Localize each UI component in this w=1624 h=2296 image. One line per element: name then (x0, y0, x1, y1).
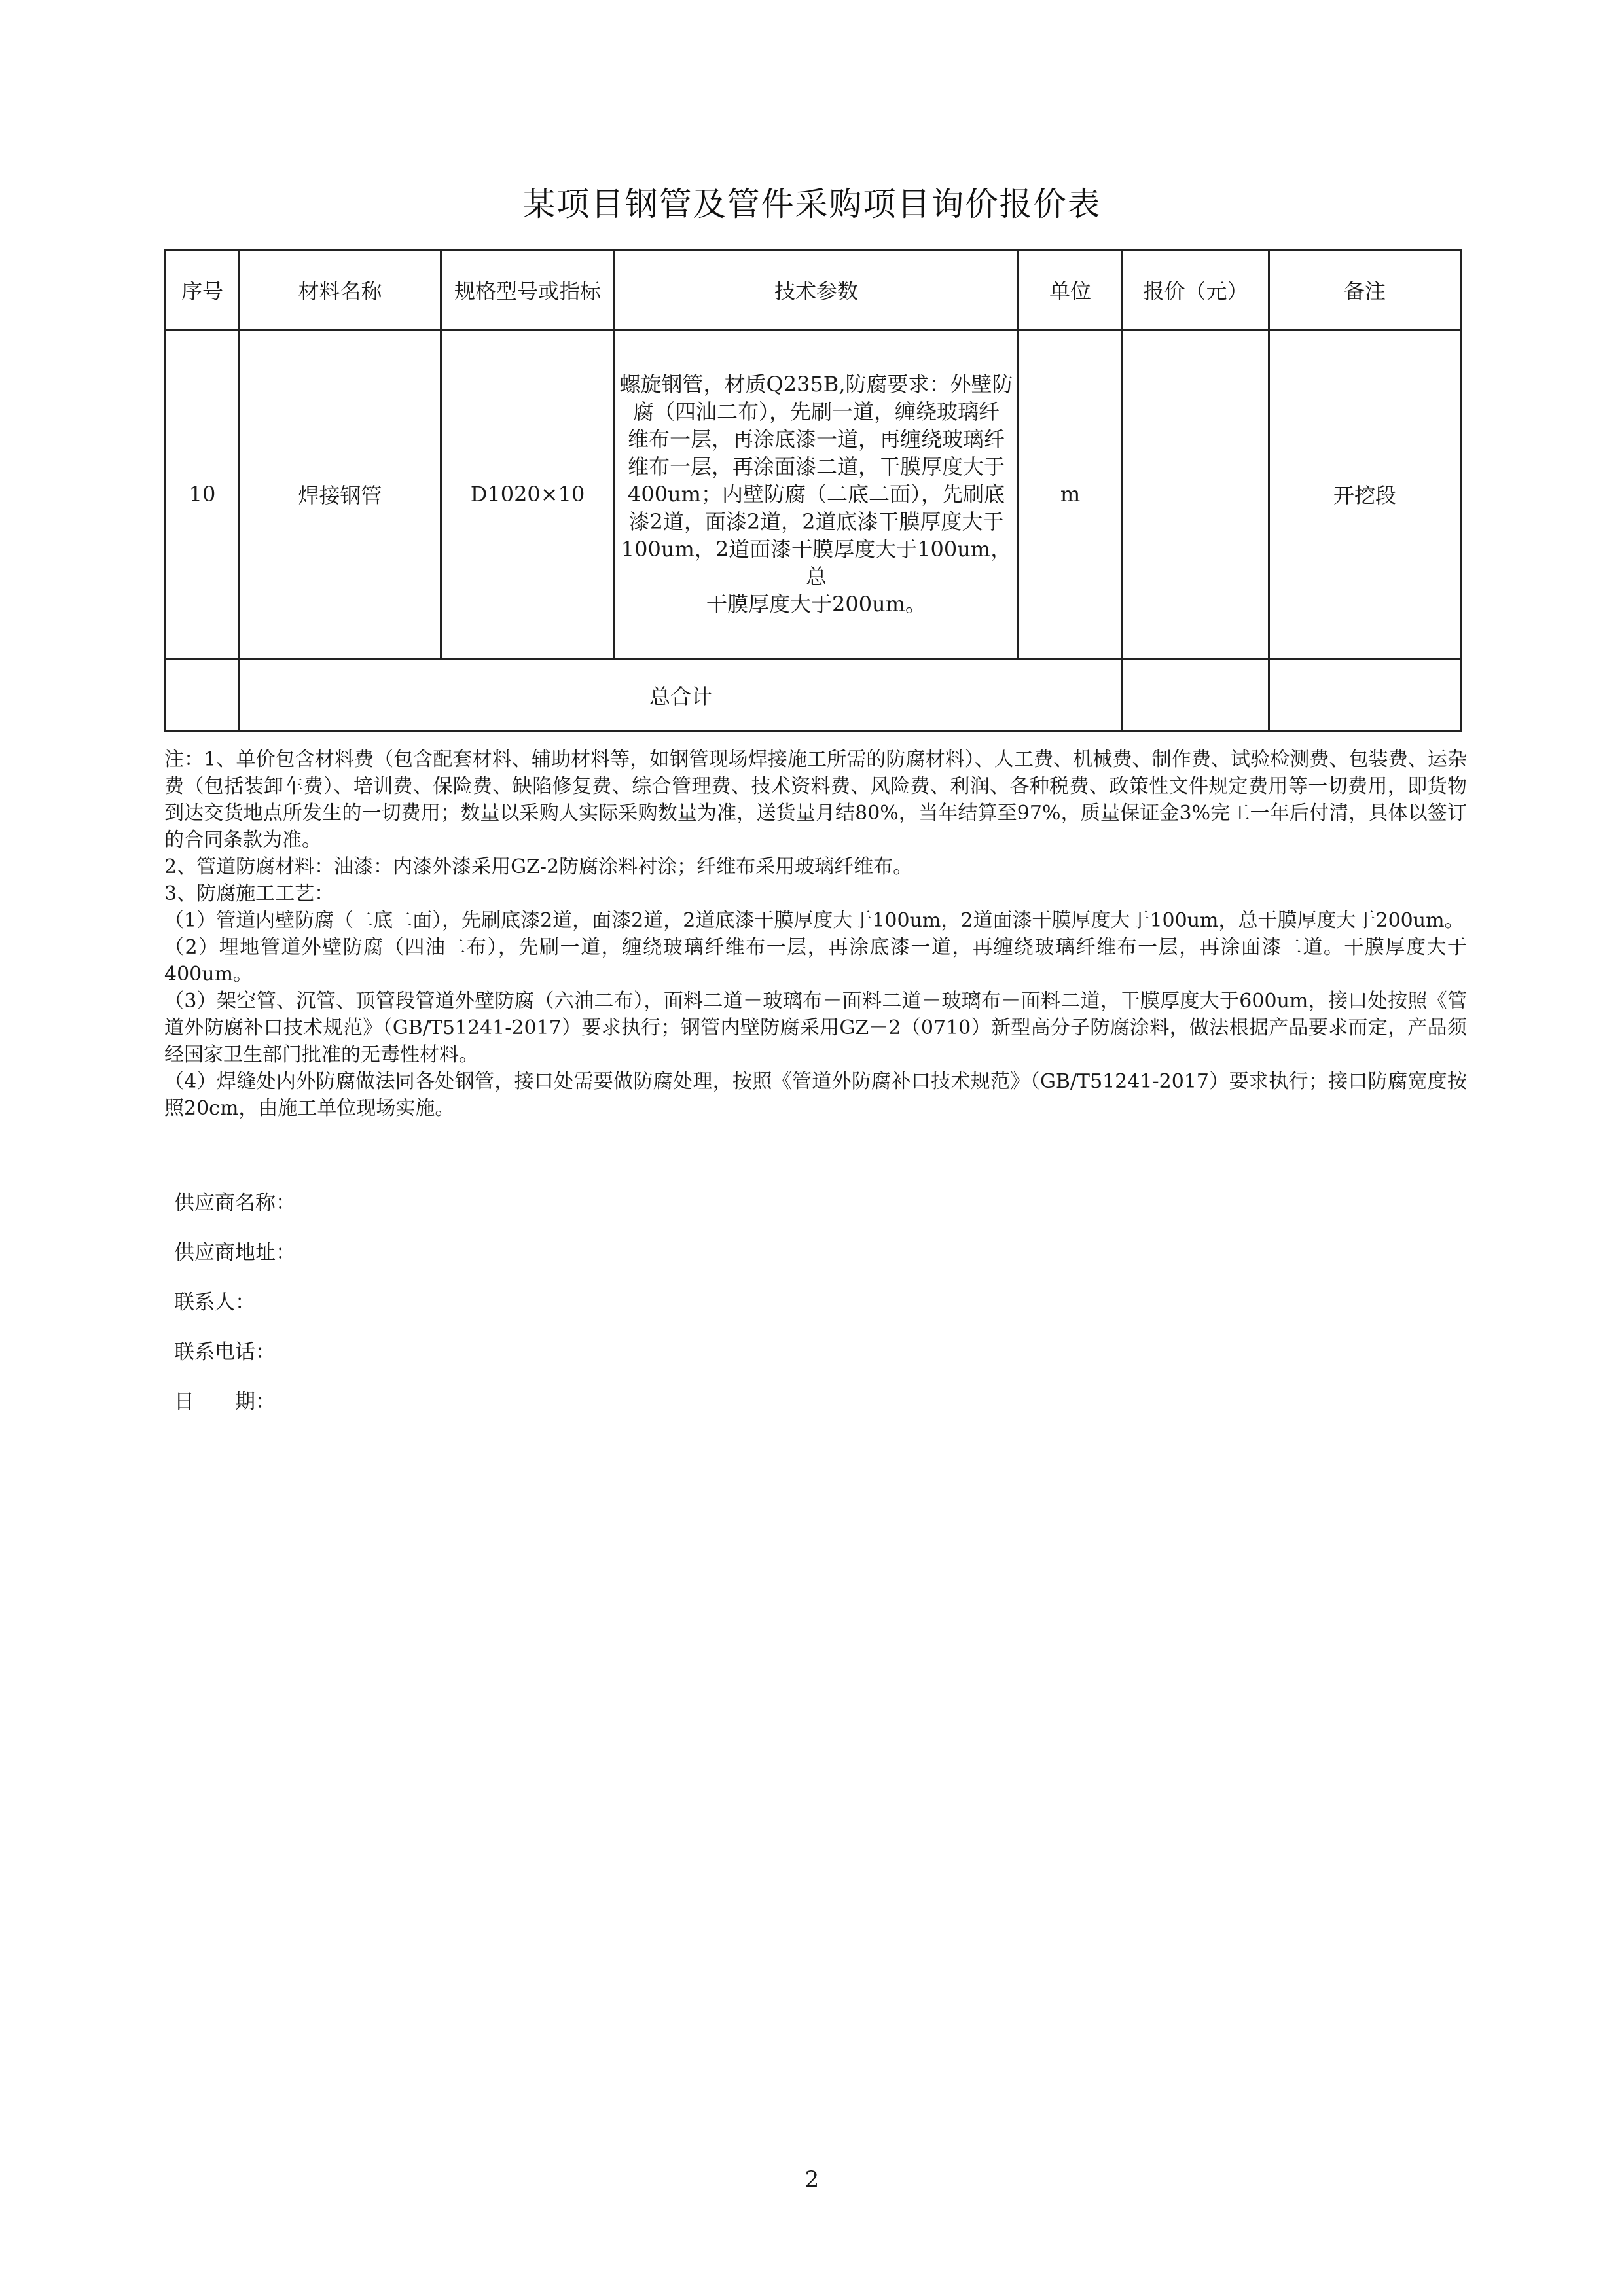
cell-remark: 开挖段 (1269, 330, 1461, 659)
note-paragraph: 3、防腐施工工艺： (164, 882, 334, 905)
document-title: 某项目钢管及管件采购项目询价报价表 (522, 185, 1102, 223)
cell-spec: D1020×10 (441, 330, 615, 659)
header-spec: 规格型号或指标 (441, 250, 615, 330)
supplier-name-label: 供应商名称： (174, 1191, 296, 1215)
total-label: 总合计 (240, 659, 1123, 731)
date-label: 日 期： (174, 1390, 276, 1414)
contact-person-label: 联系人： (174, 1291, 255, 1314)
quote-table (164, 249, 1462, 732)
header-price: 报价（元） (1123, 250, 1269, 330)
cell-price[interactable] (1123, 330, 1269, 659)
tech-line: 漆2道，面漆2道，2道底漆干膜厚度大于 (628, 509, 1004, 534)
note-paragraph: （2）埋地管道外壁防腐（四油二布），先刷一道，缠绕玻璃纤维布一层，再涂底漆一道，再缠绕玻璃纤维布一层，再涂面漆二道。干膜厚度大于400um。 (164, 936, 1467, 986)
tech-line: 维布一层，再涂底漆一道，再缠绕玻璃纤 (627, 427, 1005, 452)
note-paragraph: （1）管道内壁防腐（二底二面），先刷底漆2道，面漆2道，2道底漆干膜厚度大于100um，2道面漆干膜厚度大于100um，总干膜厚度大于200um。 (164, 909, 1464, 932)
supplier-address-label: 供应商地址： (174, 1241, 296, 1265)
tech-line: 100um，2道面漆干膜厚度大于100um，总 (621, 537, 1012, 589)
total-remark-cell (1269, 659, 1461, 731)
header-seq: 序号 (166, 250, 240, 330)
header-unit: 单位 (1019, 250, 1123, 330)
header-material: 材料名称 (240, 250, 441, 330)
note-paragraph: 注：1、单价包含材料费（包含配套材料、辅助材料等，如钢管现场焊接施工所需的防腐材料）、人工费、机械费、制作费、试验检测费、包装费、运杂费（包括装卸车费）、培训费、保险费、缺陷修复费、综合管理费、技术资料费、风险费、利润、各种税费、政策性文件规定费用等一切费用，即货物到达交货地点所发生的一切费用；数量以采购人实际采购数量为准，送货量月结80%，当年结算至97%，质量保证金3%完工一年后付清，具体以签订的合同条款为准。 (164, 748, 1467, 852)
note-paragraph: 2、管道防腐材料：油漆：内漆外漆采用GZ-2防腐涂料衬涂；纤维布采用玻璃纤维布。 (164, 855, 913, 878)
header-tech: 技术参数 (615, 250, 1019, 330)
note-paragraph: （4）焊缝处内外防腐做法同各处钢管，接口处需要做防腐处理，按照《管道外防腐补口技术规范》（GB/T51241-2017）要求执行；接口防腐宽度按照20cm，由施工单位现场实施。 (164, 1070, 1467, 1120)
tech-line: 维布一层，再涂面漆二道，干膜厚度大于 (627, 454, 1005, 479)
note-paragraph: （3）架空管、沉管、顶管段管道外壁防腐（六油二布），面料二道－玻璃布－面料二道－玻璃布－面料二道，干膜厚度大于600um，接口处按照《管道外防腐补口技术规范》（GB/T51241-2017）要求执行；钢管内壁防腐采用GZ－2（0710）新型高分子防腐涂料，做法根据产品要求而定，产品须经国家卫生部门批准的无毒性材料。 (164, 990, 1467, 1066)
table-row (166, 330, 1461, 659)
tech-line: 螺旋钢管，材质Q235B,防腐要求：外壁防 (619, 372, 1013, 397)
notes-section (164, 746, 1467, 1122)
contact-phone-label: 联系电话： (174, 1340, 276, 1364)
cell-seq: 10 (166, 330, 240, 659)
cell-unit: m (1019, 330, 1123, 659)
cell-tech (615, 330, 1019, 659)
tech-line: 400um；内壁防腐（二底二面），先刷底 (627, 482, 1005, 507)
total-price-cell[interactable] (1123, 659, 1269, 731)
total-row (166, 659, 1461, 731)
page-number: 2 (804, 2166, 820, 2193)
cell-material: 焊接钢管 (240, 330, 441, 659)
header-remark: 备注 (1269, 250, 1461, 330)
tech-line: 腐（四油二布），先刷一道，缠绕玻璃纤 (632, 399, 1000, 424)
supplier-info (174, 1178, 296, 1427)
tech-line: 干膜厚度大于200um。 (706, 592, 927, 617)
table-header-row (166, 250, 1461, 330)
total-empty-cell (166, 659, 240, 731)
